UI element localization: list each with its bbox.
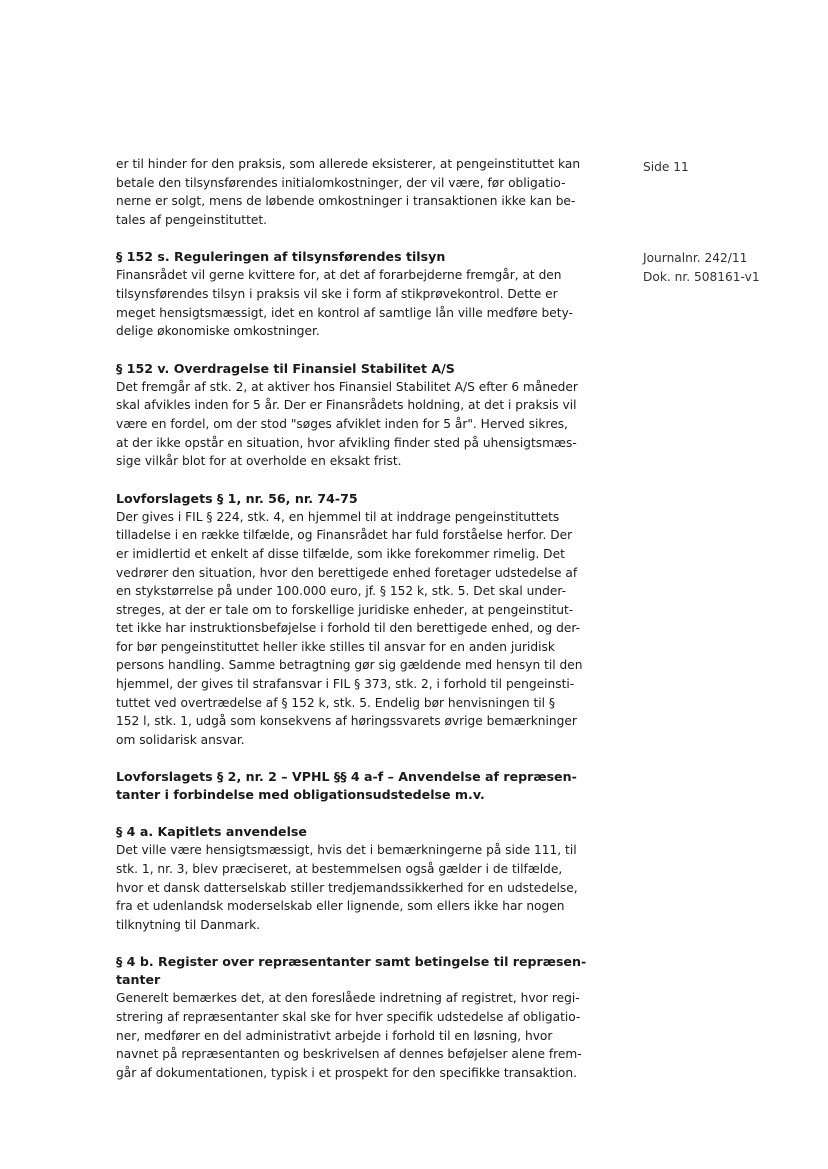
paragraph-line: være en fordel, om der stod "søges afviklet inden for 5 år". Herved sikres, <box>116 416 568 431</box>
document-body <box>116 155 616 1101</box>
document-section <box>116 490 616 750</box>
paragraph-line: en stykstørrelse på under 100.000 euro, jf. § 152 k, stk. 5. Det skal under- <box>116 584 566 599</box>
paragraph-line: nerne er solgt, mens de løbende omkostninger i transaktionen ikke kan be- <box>116 194 576 209</box>
paragraph-line: meget hensigtsmæssigt, idet en kontrol af samtlige lån ville medføre bety- <box>116 305 573 320</box>
paragraph-line: tilsynsførendes tilsyn i praksis vil ske i form af stikprøvekontrol. Dette er <box>116 286 558 301</box>
paragraph-line: strering af repræsentanter skal ske for hver specifik udstedelse af obligatio- <box>116 1010 581 1024</box>
heading-line: Lovforslagets § 2, nr. 2 – VPHL §§ 4 a-f – Anvendelse af repræsen- <box>116 769 577 785</box>
paragraph-line: hjemmel, der gives til strafansvar i FIL § 373, stk. 2, i forhold til pengeinsti- <box>116 677 575 692</box>
section-heading <box>116 768 616 804</box>
section-heading <box>116 953 616 989</box>
paragraph-line: persons handling. Samme betragtning gør sig gældende med hensyn til den <box>116 658 583 673</box>
paragraph-line: Det fremgår af stk. 2, at aktiver hos Finansiel Stabilitet A/S efter 6 måneder <box>116 379 578 394</box>
page-number <box>643 158 689 177</box>
paragraph-line: 152 l, stk. 1, udgå som konsekvens af høringssvarets øvrige bemærkninger <box>116 714 577 729</box>
paragraph-line: går af dokumentationen, typisk i et prospekt for den specifikke transaktion. <box>116 1065 577 1080</box>
document-section <box>116 823 616 934</box>
paragraph-line: tilladelse i en række tilfælde, og Finansrådet har fuld forståelse herfor. Der <box>116 528 573 543</box>
paragraph-line: hvor et dansk datterselskab stiller tredjemandssikkerhed for en udstedelse, <box>116 880 578 895</box>
heading-line: § 152 s. Reguleringen af tilsynsførendes tilsyn <box>116 249 446 265</box>
document-section <box>116 953 616 1082</box>
paragraph-line: Det ville være hensigtsmæssigt, hvis det i bemærkningerne på side 111, til <box>116 843 577 858</box>
paragraph-line: Generelt bemærkes det, at den foreslåede indretning af registret, hvor regi- <box>116 991 580 1006</box>
heading-line: § 4 a. Kapitlets anvendelse <box>116 824 307 840</box>
section-heading <box>116 490 616 508</box>
paragraph-line: Der gives i FIL § 224, stk. 4, en hjemmel til at inddrage pengeinstituttets <box>116 509 560 524</box>
paragraph-line: om solidarisk ansvar. <box>116 732 245 747</box>
paragraph-line: er til hinder for den praksis, som allerede eksisterer, at pengeinstituttet kan <box>116 157 581 171</box>
section-paragraph <box>116 841 616 934</box>
document-section <box>116 248 616 340</box>
paragraph-line: at der ikke opstår en situation, hvor afvikling finder sted på uhensigtsmæs- <box>116 435 577 450</box>
reference-block <box>643 249 760 286</box>
paragraph-line: stk. 1, nr. 3, blev præciseret, at bestemmelsen også gælder i de tilfælde, <box>116 862 563 877</box>
paragraph-line: fra et udenlandsk moderselskab eller lignende, som ellers ikke har nogen <box>116 899 565 914</box>
heading-line: tanter i forbindelse med obligationsudstedelse m.v. <box>116 787 485 803</box>
section-heading <box>116 360 616 378</box>
paragraph-line: tuttet ved overtrædelse af § 152 k, stk. 5. Endelig bør henvisningen til § <box>116 695 555 710</box>
paragraph-line: Finansrådet vil gerne kvittere for, at det af forarbejderne fremgår, at den <box>116 268 562 283</box>
paragraph-line: delige økonomiske omkostninger. <box>116 324 320 339</box>
paragraph-line: betale den tilsynsførendes initialomkostninger, der vil være, før obligatio- <box>116 175 566 190</box>
section-paragraph <box>116 989 616 1082</box>
document-section <box>116 360 616 471</box>
paragraph-line: tet ikke har instruktionsbeføjelse i forhold til den berettigede enhed, og der- <box>116 621 581 636</box>
paragraph-line: ner, medfører en del administrativt arbejde i forhold til en løsning, hvor <box>116 1028 553 1043</box>
document-section <box>116 768 616 804</box>
section-paragraph <box>116 508 616 750</box>
paragraph-line: tilknytning til Danmark. <box>116 917 261 932</box>
paragraph-line: tales af pengeinstituttet. <box>116 212 268 227</box>
paragraph-line: for bør pengeinstituttet heller ikke stilles til ansvar for en anden juridisk <box>116 639 555 654</box>
heading-line: § 152 v. Overdragelse til Finansiel Stabilitet A/S <box>116 360 455 376</box>
section-paragraph <box>116 155 616 229</box>
document-number: Dok. nr. 508161-v1 <box>643 269 760 284</box>
section-paragraph <box>116 378 616 471</box>
heading-line: Lovforslagets § 1, nr. 56, nr. 74-75 <box>116 490 358 506</box>
paragraph-line: vedrører den situation, hvor den berettigede enhed foretager udstedelse af <box>116 565 578 580</box>
paragraph-line: er imidlertid et enkelt af disse tilfælde, som ikke forekommer rimelig. Det <box>116 546 565 561</box>
paragraph-line: sige vilkår blot for at overholde en eksakt frist. <box>116 454 402 469</box>
page-number-label: Side 11 <box>643 160 689 174</box>
section-heading <box>116 823 616 841</box>
document-section <box>116 155 616 229</box>
heading-line: tanter <box>116 972 161 988</box>
paragraph-line: navnet på repræsentanten og beskrivelsen af dennes beføjelser alene frem- <box>116 1047 582 1062</box>
journal-number: Journalnr. 242/11 <box>643 251 748 265</box>
section-paragraph <box>116 266 616 340</box>
paragraph-line: streges, at der er tale om to forskellige juridiske enheder, at pengeinstitut- <box>116 602 574 617</box>
section-heading <box>116 248 616 266</box>
heading-line: § 4 b. Register over repræsentanter samt betingelse til repræsen- <box>116 954 587 970</box>
paragraph-line: skal afvikles inden for 5 år. Der er Finansrådets holdning, at det i praksis vil <box>116 398 577 413</box>
